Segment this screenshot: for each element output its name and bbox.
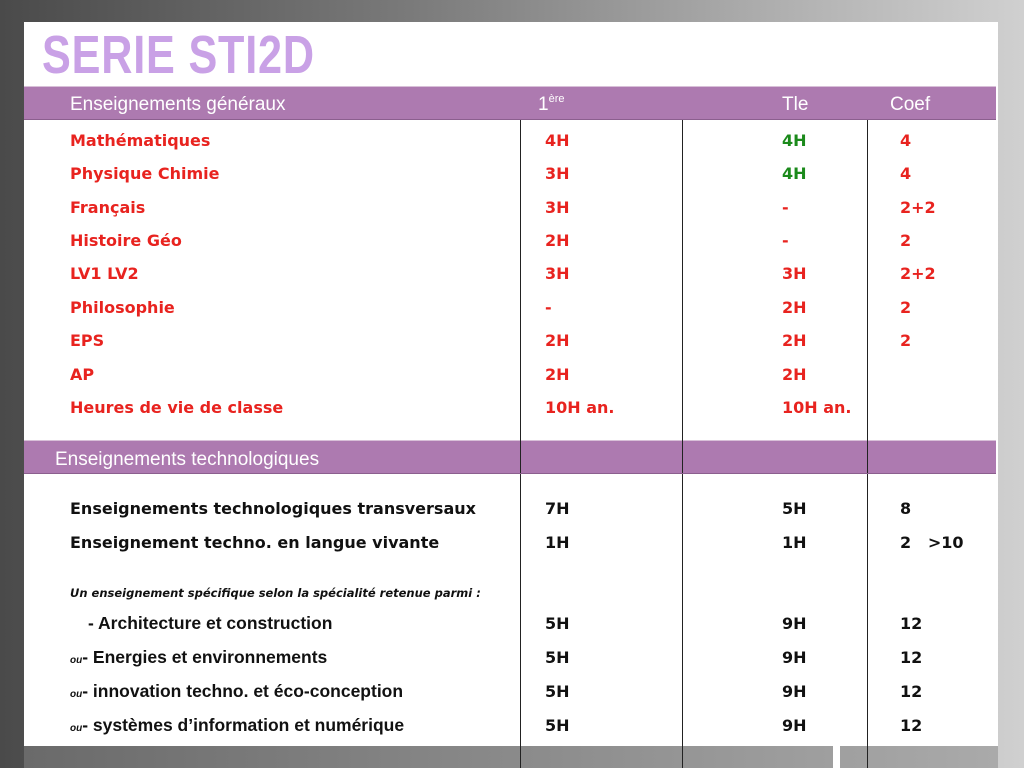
page-title: SERIE STI2D (42, 25, 315, 85)
subject-cell (70, 613, 332, 634)
subject-text: - Architecture et construction (88, 613, 333, 633)
premiere-cell: 10H an. (545, 398, 615, 417)
premiere-cell: - (545, 298, 552, 317)
premiere-cell: 1H (545, 533, 570, 552)
coef-cell: 4 (900, 164, 912, 183)
tle-cell: 4H (782, 164, 807, 183)
premiere-cell: 5H (545, 682, 570, 701)
header-coef-label: Coef (890, 94, 931, 115)
tle-cell: - (782, 231, 789, 250)
tle-cell: - (782, 198, 789, 217)
subject-cell: Histoire Géo (70, 231, 182, 250)
coef-cell: 2+2 (900, 198, 936, 217)
subject-cell: EPS (70, 331, 105, 350)
subject-cell: Français (70, 198, 146, 217)
tle-cell: 2H (782, 331, 807, 350)
subject-cell: Mathématiques (70, 131, 211, 150)
header-general-label: Enseignements généraux (70, 94, 286, 115)
premiere-cell: 2H (545, 331, 570, 350)
header-band (24, 86, 996, 120)
header-tle-label: Tle (782, 94, 809, 115)
premiere-cell: 3H (545, 264, 570, 283)
bottom-strip (24, 746, 998, 768)
coef-cell: 2+2 (900, 264, 936, 283)
coef-cell: 12 (900, 614, 923, 633)
coef-cell: 2 (900, 298, 912, 317)
tle-cell: 2H (782, 365, 807, 384)
premiere-cell: 2H (545, 231, 570, 250)
coef-cell: 4 (900, 131, 912, 150)
ou-prefix: ou (70, 723, 83, 734)
tle-cell: 10H an. (782, 398, 852, 417)
premiere-cell: 3H (545, 198, 570, 217)
tech-header-band (24, 440, 996, 474)
tle-cell: 2H (782, 298, 807, 317)
ou-prefix: ou (70, 655, 83, 666)
coef-cell: 2 (900, 331, 912, 350)
subject-cell (70, 681, 403, 702)
subject-cell: AP (70, 365, 95, 384)
subject-cell: Enseignements technologiques transversaux (70, 499, 476, 518)
coef-cell: 12 (900, 682, 923, 701)
header-premiere-sup: ère (548, 93, 565, 105)
tle-cell: 3H (782, 264, 807, 283)
subject-cell: Enseignement techno. en langue vivante (70, 533, 440, 552)
coef-cell: 12 (900, 716, 923, 735)
subject-cell (70, 647, 327, 668)
tle-cell: 9H (782, 682, 807, 701)
coef-cell: 8 (900, 499, 912, 518)
subject-text: - systèmes d’information et numérique (82, 715, 405, 735)
premiere-cell: 5H (545, 648, 570, 667)
subject-text: - Energies et environnements (82, 647, 328, 667)
tle-cell: 9H (782, 648, 807, 667)
premiere-cell: 3H (545, 164, 570, 183)
column-divider-2 (682, 110, 683, 768)
ou-prefix: ou (70, 689, 83, 700)
tle-cell: 5H (782, 499, 807, 518)
coef-cell: 2 >10 (900, 533, 964, 552)
bottom-block (833, 746, 840, 768)
premiere-cell: 4H (545, 131, 570, 150)
header-premiere-main: 1 (538, 94, 549, 115)
subject-text: - innovation techno. et éco-conception (82, 681, 404, 701)
coef-cell: 2 (900, 231, 912, 250)
coef-cell: 12 (900, 648, 923, 667)
tle-cell: 9H (782, 614, 807, 633)
premiere-cell: 5H (545, 614, 570, 633)
band-divider-3 (867, 440, 868, 473)
tech-header-label: Enseignements technologiques (55, 449, 320, 470)
band-divider-2 (682, 440, 683, 473)
subject-cell: Physique Chimie (70, 164, 220, 183)
subject-cell: LV1 LV2 (70, 264, 139, 283)
specialite-note: Un enseignement spécifique selon la spécialité retenue parmi : (70, 586, 481, 600)
subject-cell: Philosophie (70, 298, 175, 317)
premiere-cell: 5H (545, 716, 570, 735)
premiere-cell: 2H (545, 365, 570, 384)
band-divider-1 (520, 440, 521, 473)
tle-cell: 9H (782, 716, 807, 735)
header-premiere-label (538, 94, 564, 116)
subject-cell: Heures de vie de classe (70, 398, 284, 417)
tle-cell: 1H (782, 533, 807, 552)
tle-cell: 4H (782, 131, 807, 150)
subject-cell (70, 715, 404, 736)
premiere-cell: 7H (545, 499, 570, 518)
